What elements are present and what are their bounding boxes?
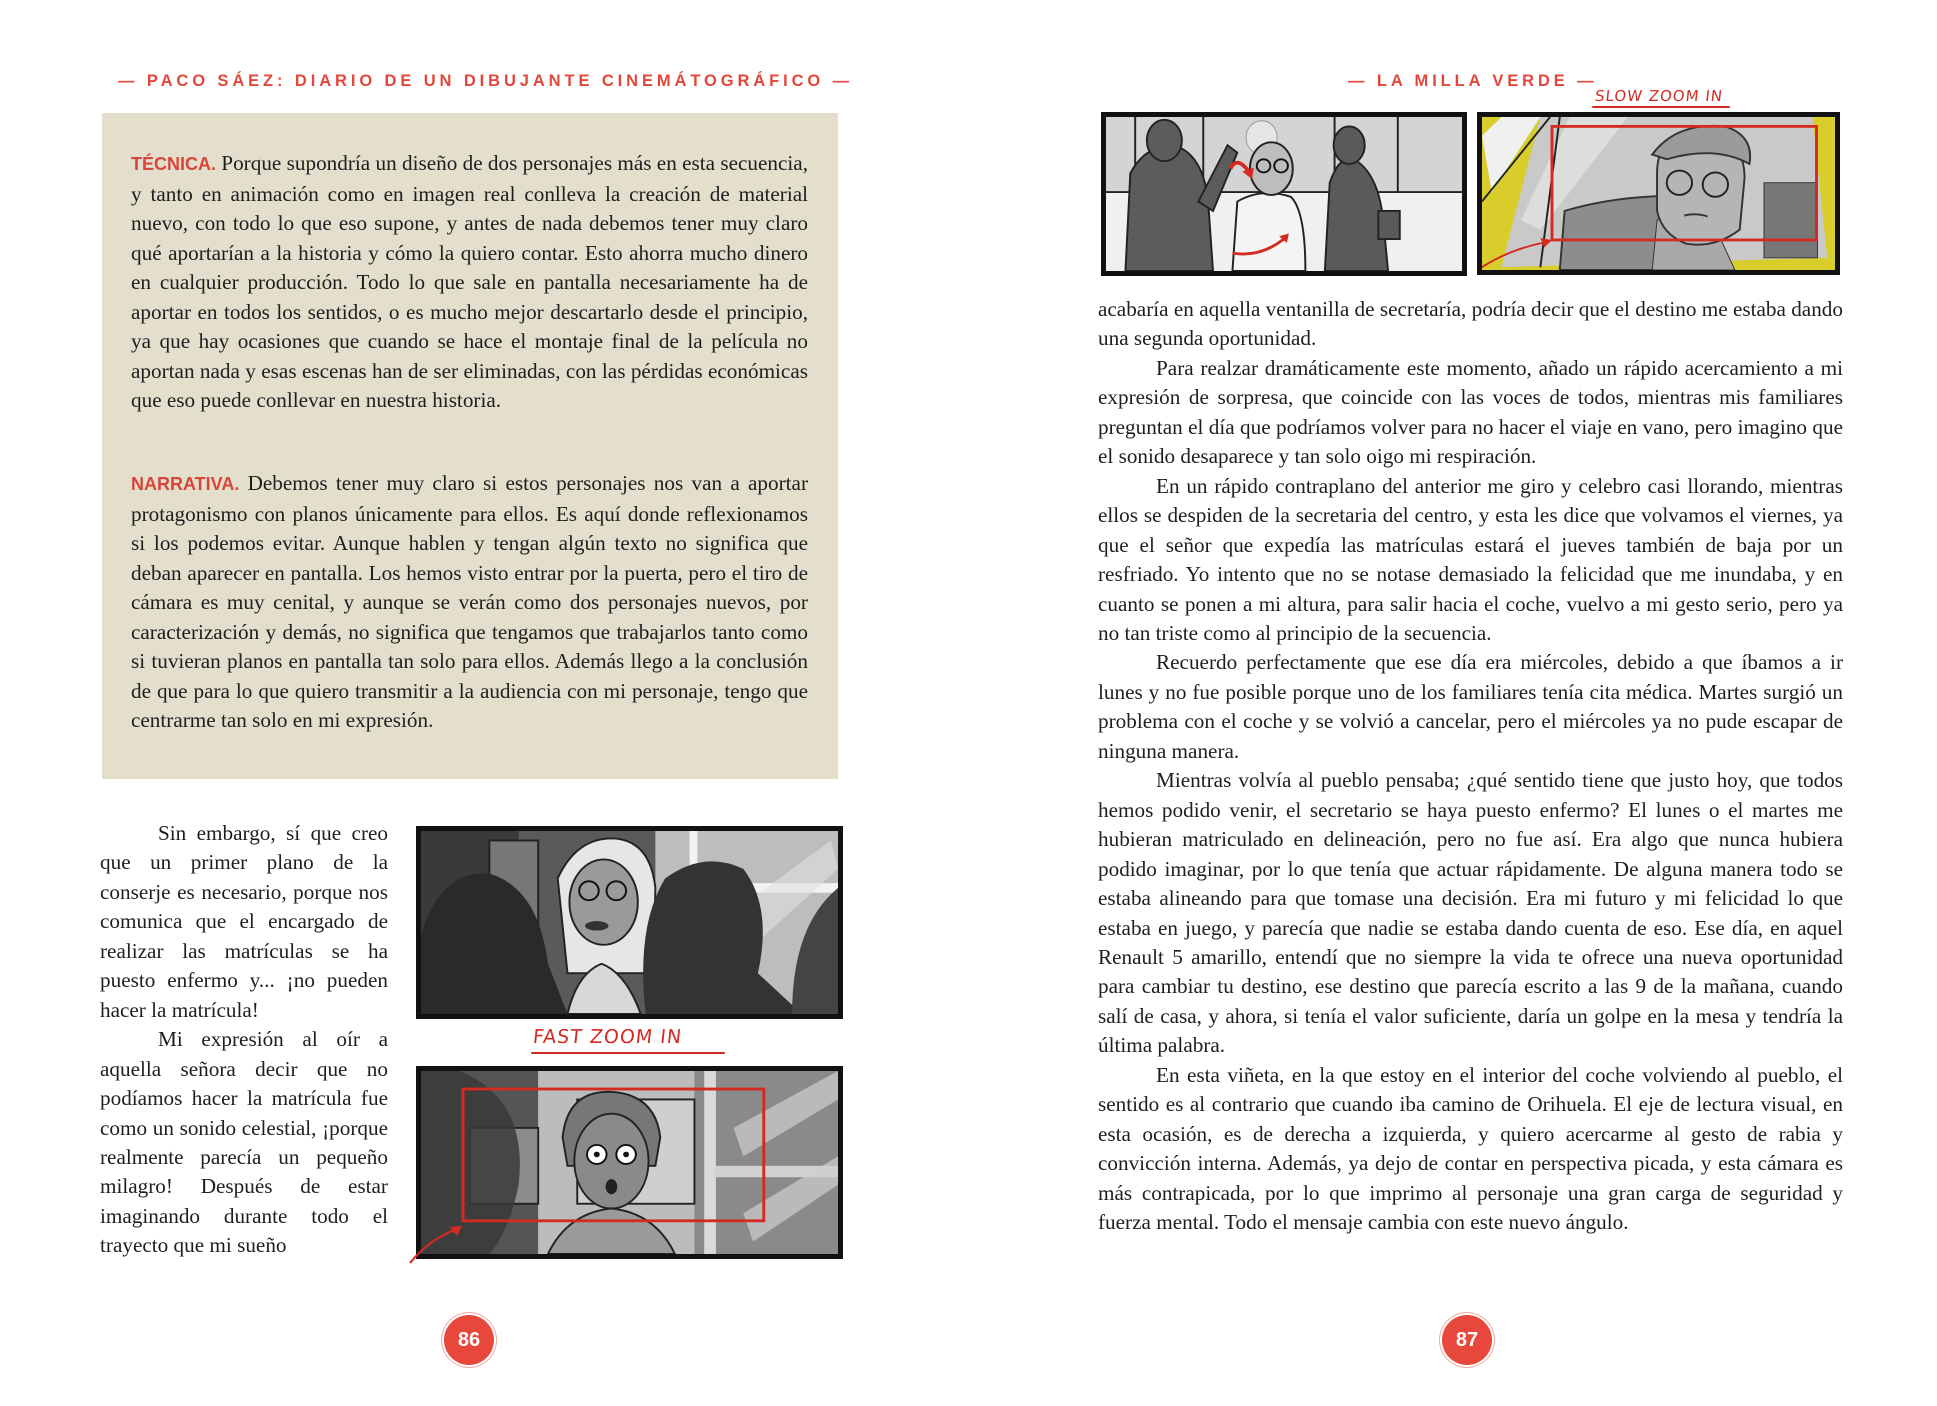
right-body-text xyxy=(1098,295,1843,1238)
right-page xyxy=(968,0,1936,1406)
paragraph: En esta viñeta, en la que estoy en el interior del coche volviendo al pueblo, el sentido es al contrario que cuando iba camino de Orihuela. El eje de lectura visual, en esta ocasión, es de derecha a izquierda, y quiero acercarme al gesto de rabia y convicción interna. Además, ya dejo de contar en perspectiva picada, y esta cámara es más contrapicada, por lo que imprimo al personaje una gran carga de seguridad y fuerza mental. Todo el mensaje cambia con este nuevo ángulo. xyxy=(1098,1062,1843,1235)
fast-zoom-in-annotation: FAST ZOOM IN xyxy=(531,1026,684,1048)
narrativa-text: Debemos tener muy claro si estos personajes nos van a aportar protagonismo con planos únicamente para ellos. Es aquí donde reflexionamos si los podemos evitar. Aunque hablen y tengan algún texto no significa que deban aparecer en pantalla. Los hemos visto entrar por la puerta, pero el tiro de cámara es muy cenital, y aunque se verán como dos personajes nuevos, por caracterización y demás, no significa que tengamos que trabajarlos tanto como si tuvieran planos en pantalla tan solo para ellos. Además llego a la conclusión de que para lo que quiero transmitir a la audiencia con mi personaje, tengo que centrarme tan solo en mi expresión. xyxy=(131,471,808,732)
paragraph: Mientras volvía al pueblo pensaba; ¿qué sentido tiene que justo hoy, que todos hemos podido venir, el secretario se haya puesto enfermo? El lunes o el martes me hubieran matriculado en delineación, pero no fue así. Era algo que nunca hubiera podido imaginar, por lo que tenía que actuar rápidamente. De alguna manera todo se estaba alineando para que tomase una decisión. Era mi futuro y mi felicidad lo que estaba en juego, y parecía que nadie se estaba dando cuenta de eso. Ese día, en aquel Renault 5 amarillo, entendí que no siempre la vida te ofrece una nueva oportunidad para cambiar tu destino, ese destino que parecía escrito a las 9 de la mañana, cuando salí de casa, y ahora, si tenía el valor suficiente, daría un golpe en la mesa y tendría la última palabra. xyxy=(1098,768,1843,1058)
sidebar-box xyxy=(102,113,838,779)
sidebar-narrativa xyxy=(131,469,808,736)
storyboard-panel-celebration xyxy=(1101,112,1467,276)
narrativa-label: NARRATIVA. xyxy=(131,474,240,494)
page-number-86: 86 xyxy=(444,1315,494,1365)
storyboard-drawing xyxy=(421,831,838,1014)
paragraph: Para realzar dramáticamente este momento, añado un rápido acercamiento a mi expresión de sorpresa, que coincide con las voces de todos, mientras mis familiares preguntan el día que podríamos volver para no hacer el viaje en vano, pero imagino que el sonido desaparece y tan solo oigo mi respiración. xyxy=(1098,355,1843,469)
page-number-87: 87 xyxy=(1442,1315,1492,1365)
tecnica-text: Porque supondría un diseño de dos personajes más en esta secuencia, y tanto en animación como en imagen real conlleva la creación de material nuevo, con todo lo que eso supone, y antes de nada debemos tener muy claro qué aportarían a la historia y cómo la quiero contar. Esto ahorra mucho dinero en cualquier producción. Todo lo que sale en pantalla necesariamente ha de aportar en todos los sentidos, o es mucho mejor descartarlo desde el principio, ya que hay ocasiones que cuando se hace el montaje final de la película no aportan nada y esas escenas han de ser eliminadas, con las pérdidas económicas que eso puede conllevar en nuestra historia. xyxy=(131,151,808,412)
slow-zoom-in-annotation: SLOW ZOOM IN xyxy=(1594,87,1724,105)
annotation-underline xyxy=(1592,106,1730,108)
paragraph: Sin embargo, sí que creo que un primer plano de la conserje es necesario, porque nos comunica que el encargado de realizar las matrículas se ha puesto enfermo y... ¡no pueden hacer la matrícula! xyxy=(100,821,388,1022)
annotation-underline xyxy=(531,1052,725,1054)
storyboard-panel-car-interior xyxy=(1477,112,1840,275)
sidebar-tecnica xyxy=(131,149,808,416)
paragraph: En un rápido contraplano del anterior me giro y celebro casi llorando, mientras ellos se despiden de la secretaria del centro, y esta les dice que volvamos el viernes, ya que el señor que expedía las matrículas estará el jueves también de baja por un resfriado. Yo intento que no se notase demasiado la felicidad que me inundaba, y en cuanto se ponen a mi altura, para salir hacia el coche, vuelvo a mi gesto serio, pero ya no tan triste como al principio de la secuencia. xyxy=(1098,473,1843,645)
storyboard-drawing xyxy=(1482,117,1835,270)
running-head-right: — LA MILLA VERDE — xyxy=(1348,72,1598,90)
paragraph: Mi expresión al oír a aquella señora decir que no podíamos hacer la matrícula fue como un sonido celestial, ¡porque realmente parecía un pequeño milagro! Después de estar imaginando durante todo el trayecto que mi sueño xyxy=(100,1027,388,1258)
paragraph: Recuerdo perfectamente que ese día era miércoles, debido a que íbamos a ir lunes y no fue posible porque uno de los familiares tenía cita médica. Martes surgió un problema con el coche y se volvió a cancelar, pero el miércoles ya no pude escapar de ninguna manera. xyxy=(1098,650,1843,763)
running-head-left: — PACO SÁEZ: DIARIO DE UN DIBUJANTE CINEMÁTOGRÁFICO — xyxy=(118,72,854,90)
storyboard-panel-conserje xyxy=(416,826,843,1019)
storyboard-drawing xyxy=(1106,117,1462,271)
tecnica-label: TÉCNICA. xyxy=(131,154,216,174)
paragraph: acabaría en aquella ventanilla de secretaría, podría decir que el destino me estaba dando una segunda oportunidad. xyxy=(1098,297,1843,351)
storyboard-drawing xyxy=(421,1071,838,1254)
storyboard-panel-surprise xyxy=(416,1066,843,1259)
left-body-text xyxy=(100,819,388,1261)
left-page xyxy=(0,0,968,1406)
